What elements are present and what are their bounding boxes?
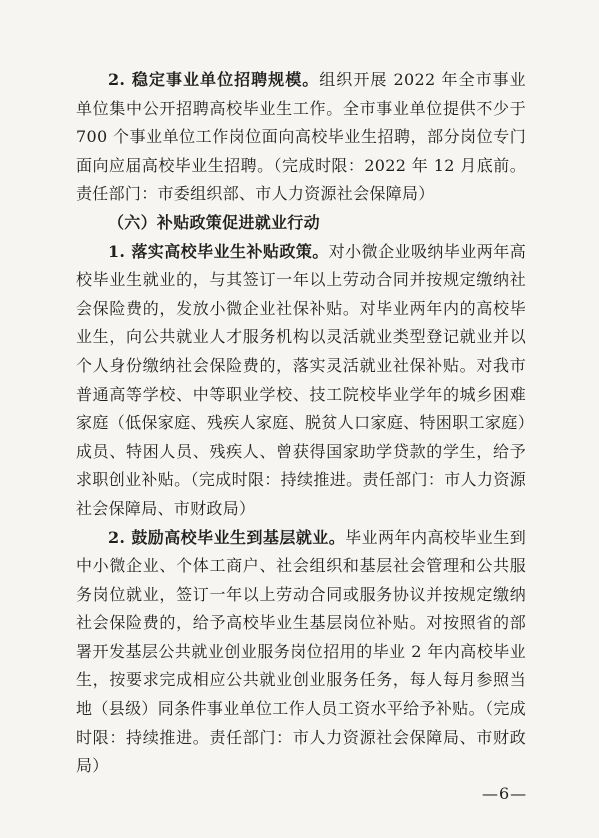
paragraph-lead: 1. 落实高校毕业生补贴政策。: [108, 241, 329, 261]
paragraph-lead: 2. 稳定事业单位招聘规模。: [108, 70, 320, 89]
document-body: [76, 66, 526, 781]
paragraph-subsidy-policy: [76, 238, 526, 524]
paragraph-text: 毕业两年内高校毕业生到中小微企业、个体工商户、社会组织和基层社会管理和公共服务岗位就业，签订一年以上劳动合同或服务协议并按规定缴纳社会保险费的，给予高校毕业生基层岗位补贴。对按照省的部署开发基层公共就业创业服务岗位招用的毕业 2 年内高校毕业生，按要求完成相应公共就业创业服务任务，每人每月参照当地（县级）同条件事业单位工作人员工资水平给予补贴。（完成时限：持续推进。责任部门：市人力资源社会保障局、市财政局）: [76, 527, 526, 776]
paragraph-lead: 2. 鼓励高校毕业生到基层就业。: [108, 527, 346, 547]
section-heading: （六）补贴政策促进就业行动: [108, 212, 320, 232]
paragraph-text: 对小微企业吸纳毕业两年高校毕业生就业的，与其签订一年以上劳动合同并按规定缴纳社会保险费的，发放小微企业社保补贴。对毕业两年内的高校毕业生，向公共就业人才服务机构以灵活就业类型登记就业并以个人身份缴纳社会保险费的，落实灵活就业社保补贴。对我市普通高等学校、中等职业学校、技工院校毕业学年的城乡困难家庭（低保家庭、残疾人家庭、脱贫人口家庭、特困职工家庭）成员、特困人员、残疾人、曾获得国家助学贷款的学生，给予求职创业补贴。（完成时限：持续推进。责任部门：市人力资源社会保障局、市财政局）: [76, 241, 526, 518]
paragraph-recruitment: [76, 66, 526, 209]
page-number: —6—: [482, 784, 528, 803]
paragraph-grassroots-employment: [76, 524, 526, 781]
paragraph-text: 组织开展 2022 年全市事业单位集中公开招聘高校毕业生工作。全市事业单位提供不少于 700 个事业单位工作岗位面向高校毕业生招聘，部分岗位专门面向应届高校毕业生招聘。（完成时限：2022 年 12 月底前。责任部门：市委组织部、市人力资源社会保障局）: [76, 70, 526, 204]
